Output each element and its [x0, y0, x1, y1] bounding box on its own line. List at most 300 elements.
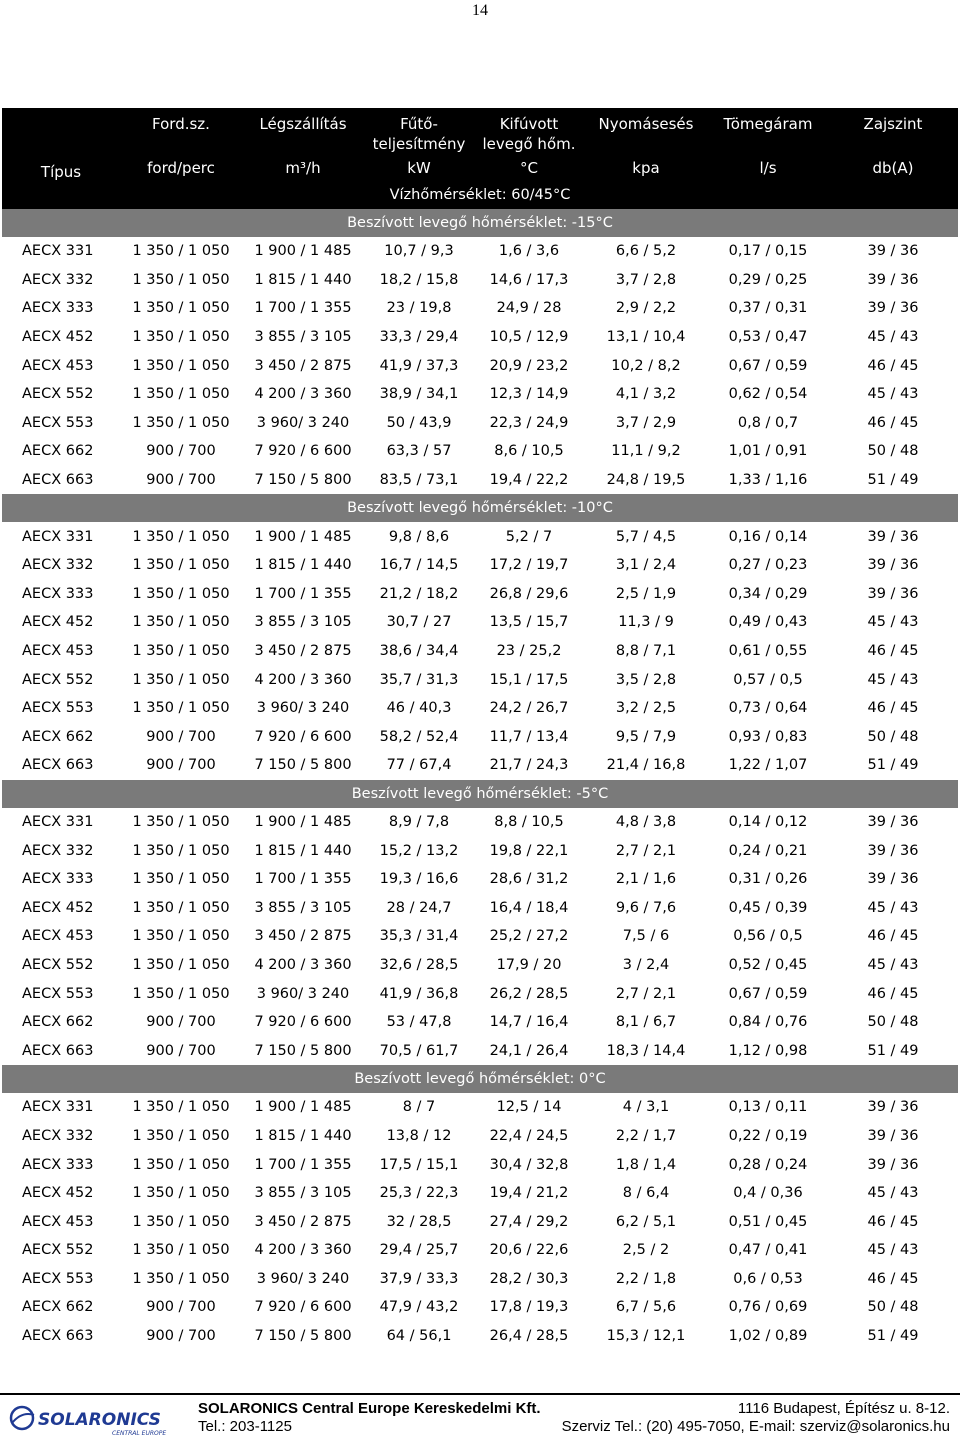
- table-cell: 900 / 700: [146, 443, 216, 460]
- table-cell: 30,7 / 27: [386, 614, 452, 631]
- table-cell: 2,7 / 2,1: [615, 985, 677, 1002]
- table-cell: 46 / 45: [867, 1213, 919, 1230]
- table-cell: 2,9 / 2,2: [615, 300, 677, 317]
- table-cell: 2,5 / 2: [622, 1242, 670, 1259]
- table-cell: 46 / 45: [867, 928, 919, 945]
- table-cell: 39 / 36: [867, 528, 919, 545]
- table-cell: 3,1 / 2,4: [615, 557, 677, 574]
- table-cell: 23 / 25,2: [496, 643, 562, 660]
- table-row: [2, 951, 958, 980]
- cell-type: AECX 552: [22, 671, 94, 688]
- table-cell: 39 / 36: [867, 813, 919, 830]
- table-cell: 10,5 / 12,9: [489, 329, 569, 346]
- cell-type: AECX 331: [22, 528, 94, 545]
- table-cell: 1 350 / 1 050: [132, 956, 230, 973]
- table-cell: 45 / 43: [867, 614, 919, 631]
- table-cell: 17,2 / 19,7: [489, 557, 569, 574]
- table-row: [2, 751, 958, 780]
- cell-type: AECX 333: [22, 300, 94, 317]
- table-cell: 18,3 / 14,4: [606, 1042, 686, 1059]
- water-temp-band: Vízhőmérséklet: 60/45°C: [2, 181, 958, 209]
- table-cell: 39 / 36: [867, 1127, 919, 1144]
- table-cell: 12,3 / 14,9: [489, 386, 569, 403]
- table-cell: 3,7 / 2,9: [615, 414, 677, 431]
- table-cell: 70,5 / 61,7: [379, 1042, 459, 1059]
- spec-table-wrapper: [2, 108, 958, 1350]
- table-cell: 21,2 / 18,2: [379, 585, 459, 602]
- table-row: [2, 1036, 958, 1065]
- section-header: [2, 780, 958, 808]
- table-cell: 11,7 / 13,4: [489, 728, 569, 745]
- table-cell: 1 350 / 1 050: [132, 386, 230, 403]
- table-cell: 11,1 / 9,2: [611, 443, 681, 460]
- table-body: [2, 209, 958, 1350]
- table-cell: 46 / 45: [867, 414, 919, 431]
- table-row: [2, 1207, 958, 1236]
- table-cell: 1,8 / 1,4: [615, 1156, 677, 1173]
- table-cell: 1 350 / 1 050: [132, 1242, 230, 1259]
- table-cell: 0,51 / 0,45: [728, 1213, 808, 1230]
- cell-type: AECX 453: [22, 1213, 94, 1230]
- table-cell: 15,1 / 17,5: [489, 671, 569, 688]
- section-title: Beszívott levegő hőmérséklet: -15°C: [2, 209, 958, 237]
- table-cell: 900 / 700: [146, 1299, 216, 1316]
- cell-type: AECX 452: [22, 1185, 94, 1202]
- table-cell: 10,7 / 9,3: [384, 243, 454, 260]
- table-cell: 900 / 700: [146, 1328, 216, 1345]
- table-cell: 0,67 / 0,59: [728, 357, 808, 374]
- table-cell: 13,5 / 15,7: [489, 614, 569, 631]
- table-cell: 1 350 / 1 050: [132, 899, 230, 916]
- table-cell: 1 700 / 1 355: [254, 585, 352, 602]
- table-row: [2, 1293, 958, 1322]
- table-row: [2, 836, 958, 865]
- header-heating: Fűtő-: [364, 108, 474, 133]
- cell-type: AECX 552: [22, 1242, 94, 1259]
- table-cell: 8,9 / 7,8: [388, 813, 450, 830]
- table-cell: 39 / 36: [867, 1156, 919, 1173]
- table-cell: 24,2 / 26,7: [489, 700, 569, 717]
- table-cell: 11,3 / 9: [618, 614, 674, 631]
- table-cell: 4,1 / 3,2: [615, 386, 677, 403]
- table-cell: 50 / 48: [867, 1299, 919, 1316]
- table-cell: 83,5 / 73,1: [379, 472, 459, 489]
- table-cell: 19,3 / 16,6: [379, 871, 459, 888]
- cell-type: AECX 452: [22, 329, 94, 346]
- table-cell: 1 700 / 1 355: [254, 871, 352, 888]
- table-cell: 3 855 / 3 105: [254, 614, 352, 631]
- table-cell: 1 350 / 1 050: [132, 414, 230, 431]
- table-cell: 0,34 / 0,29: [728, 585, 808, 602]
- table-cell: 9,5 / 7,9: [615, 728, 677, 745]
- table-cell: 51 / 49: [867, 1042, 919, 1059]
- table-cell: 28,2 / 30,3: [489, 1270, 569, 1287]
- table-cell: 39 / 36: [867, 585, 919, 602]
- table-cell: 26,4 / 28,5: [489, 1328, 569, 1345]
- unit-rpm: ford/perc: [120, 155, 242, 181]
- unit-heating: kW: [364, 155, 474, 181]
- table-row: [2, 922, 958, 951]
- table-cell: 46 / 45: [867, 357, 919, 374]
- table-cell: 45 / 43: [867, 386, 919, 403]
- header-noise: Zajszint: [828, 108, 958, 133]
- page-number: 14: [472, 2, 488, 19]
- table-cell: 1 350 / 1 050: [132, 671, 230, 688]
- section-title: Beszívott levegő hőmérséklet: 0°C: [2, 1065, 958, 1093]
- table-row: [2, 294, 958, 323]
- table-cell: 12,5 / 14: [496, 1099, 562, 1116]
- table-cell: 17,5 / 15,1: [379, 1156, 459, 1173]
- table-row: [2, 323, 958, 352]
- cell-type: AECX 662: [22, 443, 94, 460]
- table-cell: 1 900 / 1 485: [254, 1099, 352, 1116]
- table-cell: 1 350 / 1 050: [132, 842, 230, 859]
- table-cell: 1,22 / 1,07: [728, 757, 808, 774]
- table-cell: 8,6 / 10,5: [494, 443, 564, 460]
- table-cell: 0,28 / 0,24: [728, 1156, 808, 1173]
- cell-type: AECX 663: [22, 1328, 94, 1345]
- table-cell: 2,2 / 1,7: [615, 1127, 677, 1144]
- table-cell: 1 350 / 1 050: [132, 271, 230, 288]
- table-cell: 27,4 / 29,2: [489, 1213, 569, 1230]
- table-cell: 39 / 36: [867, 1099, 919, 1116]
- table-cell: 28 / 24,7: [386, 899, 452, 916]
- table-cell: 0,6 / 0,53: [733, 1270, 803, 1287]
- cell-type: AECX 662: [22, 1014, 94, 1031]
- table-cell: 1 900 / 1 485: [254, 528, 352, 545]
- footer-service: Szerviz Tel.: (20) 495-7050, E-mail: szerviz@solaronics.hu: [561, 1418, 950, 1435]
- table-row: [2, 1265, 958, 1294]
- table-cell: 1 815 / 1 440: [254, 842, 352, 859]
- table-cell: 29,4 / 25,7: [379, 1242, 459, 1259]
- table-cell: 0,93 / 0,83: [728, 728, 808, 745]
- table-cell: 8 / 7: [402, 1099, 436, 1116]
- table-cell: 3 855 / 3 105: [254, 899, 352, 916]
- table-cell: 1 900 / 1 485: [254, 243, 352, 260]
- table-cell: 1 350 / 1 050: [132, 243, 230, 260]
- table-cell: 13,8 / 12: [386, 1127, 452, 1144]
- header2-outlet-temp: levegő hőm.: [474, 133, 584, 155]
- table-cell: 39 / 36: [867, 871, 919, 888]
- unit-pressure-drop: kpa: [584, 155, 708, 181]
- table-cell: 1 350 / 1 050: [132, 1099, 230, 1116]
- table-cell: 7 150 / 5 800: [254, 472, 352, 489]
- table-cell: 47,9 / 43,2: [379, 1299, 459, 1316]
- header-outlet-temp: Kifúvott: [474, 108, 584, 133]
- table-cell: 1 700 / 1 355: [254, 1156, 352, 1173]
- table-cell: 1 350 / 1 050: [132, 813, 230, 830]
- table-cell: 17,9 / 20: [496, 956, 562, 973]
- table-cell: 900 / 700: [146, 1014, 216, 1031]
- table-cell: 9,6 / 7,6: [615, 899, 677, 916]
- table-row: [2, 351, 958, 380]
- table-cell: 1,12 / 0,98: [728, 1042, 808, 1059]
- footer-divider: [0, 1393, 960, 1395]
- table-cell: 33,3 / 29,4: [379, 329, 459, 346]
- table-cell: 25,3 / 22,3: [379, 1185, 459, 1202]
- table-cell: 6,7 / 5,6: [615, 1299, 677, 1316]
- table-cell: 900 / 700: [146, 472, 216, 489]
- table-cell: 0,17 / 0,15: [728, 243, 808, 260]
- table-cell: 0,57 / 0,5: [733, 671, 803, 688]
- cell-type: AECX 553: [22, 414, 94, 431]
- table-cell: 38,6 / 34,4: [379, 643, 459, 660]
- header2-heating: teljesítmény: [364, 133, 474, 155]
- table-cell: 1 350 / 1 050: [132, 557, 230, 574]
- table-cell: 3 855 / 3 105: [254, 1185, 352, 1202]
- table-cell: 8,8 / 7,1: [615, 643, 677, 660]
- table-cell: 8 / 6,4: [622, 1185, 670, 1202]
- table-cell: 6,2 / 5,1: [615, 1213, 677, 1230]
- cell-type: AECX 333: [22, 1156, 94, 1173]
- table-cell: 3 450 / 2 875: [254, 928, 352, 945]
- table-cell: 0,73 / 0,64: [728, 700, 808, 717]
- section-header: [2, 1065, 958, 1093]
- table-cell: 4 200 / 3 360: [254, 1242, 352, 1259]
- unit-airflow: m³/h: [242, 155, 364, 181]
- table-row: [2, 1322, 958, 1351]
- table-cell: 20,9 / 23,2: [489, 357, 569, 374]
- header-airflow: Légszállítás: [242, 108, 364, 133]
- table-cell: 41,9 / 36,8: [379, 985, 459, 1002]
- table-cell: 1 815 / 1 440: [254, 1127, 352, 1144]
- table-cell: 3,2 / 2,5: [615, 700, 677, 717]
- section-title: Beszívott levegő hőmérséklet: -10°C: [2, 494, 958, 522]
- table-cell: 1 815 / 1 440: [254, 557, 352, 574]
- table-cell: 1 350 / 1 050: [132, 1213, 230, 1230]
- table-row: [2, 409, 958, 438]
- table-cell: 7 920 / 6 600: [254, 1299, 352, 1316]
- header-mass-flow: Tömegáram: [708, 108, 828, 133]
- table-cell: 21,7 / 24,3: [489, 757, 569, 774]
- table-row: [2, 522, 958, 551]
- table-cell: 0,14 / 0,12: [728, 813, 808, 830]
- header-type: Típus: [2, 108, 120, 181]
- table-cell: 63,3 / 57: [386, 443, 452, 460]
- cell-type: AECX 553: [22, 985, 94, 1002]
- section-title: Beszívott levegő hőmérséklet: -5°C: [2, 780, 958, 808]
- cell-type: AECX 331: [22, 813, 94, 830]
- table-cell: 51 / 49: [867, 1328, 919, 1345]
- table-cell: 45 / 43: [867, 1242, 919, 1259]
- table-cell: 1 350 / 1 050: [132, 357, 230, 374]
- table-cell: 1 350 / 1 050: [132, 585, 230, 602]
- table-cell: 4 200 / 3 360: [254, 956, 352, 973]
- table-cell: 64 / 56,1: [386, 1328, 452, 1345]
- table-cell: 1 900 / 1 485: [254, 813, 352, 830]
- cell-type: AECX 452: [22, 899, 94, 916]
- table-cell: 3 960/ 3 240: [256, 414, 350, 431]
- table-row: [2, 266, 958, 295]
- section-header: [2, 494, 958, 522]
- table-cell: 45 / 43: [867, 956, 919, 973]
- table-cell: 51 / 49: [867, 472, 919, 489]
- table-row: [2, 723, 958, 752]
- table-cell: 1 350 / 1 050: [132, 928, 230, 945]
- header2-mass-flow: [708, 133, 828, 155]
- table-cell: 1 350 / 1 050: [132, 528, 230, 545]
- table-cell: 50 / 43,9: [386, 414, 452, 431]
- table-cell: 19,4 / 22,2: [489, 472, 569, 489]
- table-cell: 8,1 / 6,7: [615, 1014, 677, 1031]
- table-cell: 2,5 / 1,9: [615, 585, 677, 602]
- table-cell: 0,29 / 0,25: [728, 271, 808, 288]
- table-row: [2, 865, 958, 894]
- table-cell: 45 / 43: [867, 899, 919, 916]
- table-row: [2, 665, 958, 694]
- cell-type: AECX 453: [22, 643, 94, 660]
- table-cell: 2,7 / 2,1: [615, 842, 677, 859]
- cell-type: AECX 663: [22, 757, 94, 774]
- table-cell: 4 200 / 3 360: [254, 671, 352, 688]
- table-cell: 25,2 / 27,2: [489, 928, 569, 945]
- table-header: [2, 108, 958, 209]
- table-cell: 46 / 40,3: [386, 700, 452, 717]
- cell-type: AECX 332: [22, 557, 94, 574]
- table-cell: 77 / 67,4: [386, 757, 452, 774]
- table-cell: 22,4 / 24,5: [489, 1127, 569, 1144]
- cell-type: AECX 453: [22, 928, 94, 945]
- table-cell: 51 / 49: [867, 757, 919, 774]
- table-cell: 14,6 / 17,3: [489, 271, 569, 288]
- table-cell: 19,8 / 22,1: [489, 842, 569, 859]
- table-cell: 23 / 19,8: [386, 300, 452, 317]
- table-row: [2, 893, 958, 922]
- table-cell: 0,27 / 0,23: [728, 557, 808, 574]
- footer-company: SOLARONICS Central Europe Kereskedelmi Kft.: [198, 1400, 541, 1417]
- cell-type: AECX 332: [22, 1127, 94, 1144]
- table-cell: 900 / 700: [146, 728, 216, 745]
- cell-type: AECX 553: [22, 700, 94, 717]
- table-cell: 7 920 / 6 600: [254, 728, 352, 745]
- table-cell: 41,9 / 37,3: [379, 357, 459, 374]
- header2-rpm: [120, 133, 242, 155]
- table-cell: 3 450 / 2 875: [254, 1213, 352, 1230]
- table-row: [2, 1093, 958, 1122]
- table-row: [2, 1122, 958, 1151]
- table-cell: 46 / 45: [867, 985, 919, 1002]
- table-cell: 26,8 / 29,6: [489, 585, 569, 602]
- table-cell: 46 / 45: [867, 1270, 919, 1287]
- table-cell: 3 450 / 2 875: [254, 357, 352, 374]
- table-cell: 32,6 / 28,5: [379, 956, 459, 973]
- table-cell: 0,49 / 0,43: [728, 614, 808, 631]
- table-cell: 3 450 / 2 875: [254, 643, 352, 660]
- header2-noise: [828, 133, 958, 155]
- cell-type: AECX 333: [22, 585, 94, 602]
- table-cell: 0,56 / 0,5: [733, 928, 803, 945]
- table-cell: 38,9 / 34,1: [379, 386, 459, 403]
- table-cell: 1,33 / 1,16: [728, 472, 808, 489]
- logo-subtext: CENTRAL EUROPE: [112, 1430, 167, 1437]
- table-cell: 39 / 36: [867, 243, 919, 260]
- table-cell: 0,67 / 0,59: [728, 985, 808, 1002]
- table-row: [2, 1179, 958, 1208]
- table-cell: 2,2 / 1,8: [615, 1270, 677, 1287]
- table-cell: 0,53 / 0,47: [728, 329, 808, 346]
- table-cell: 1 350 / 1 050: [132, 700, 230, 717]
- table-cell: 39 / 36: [867, 300, 919, 317]
- table-cell: 1 700 / 1 355: [254, 300, 352, 317]
- table-cell: 50 / 48: [867, 1014, 919, 1031]
- unit-noise: db(A): [828, 155, 958, 181]
- table-cell: 50 / 48: [867, 443, 919, 460]
- table-cell: 1 350 / 1 050: [132, 614, 230, 631]
- table-row: [2, 551, 958, 580]
- table-cell: 3 960/ 3 240: [256, 1270, 350, 1287]
- table-cell: 7,5 / 6: [622, 928, 670, 945]
- table-cell: 46 / 45: [867, 643, 919, 660]
- cell-type: AECX 331: [22, 243, 94, 260]
- table-cell: 1 350 / 1 050: [132, 1185, 230, 1202]
- table-cell: 2,1 / 1,6: [615, 871, 677, 888]
- table-cell: 9,8 / 8,6: [388, 528, 450, 545]
- table-cell: 7 920 / 6 600: [254, 443, 352, 460]
- table-cell: 0,62 / 0,54: [728, 386, 808, 403]
- cell-type: AECX 332: [22, 842, 94, 859]
- table-cell: 900 / 700: [146, 1042, 216, 1059]
- table-cell: 0,84 / 0,76: [728, 1014, 808, 1031]
- table-cell: 26,2 / 28,5: [489, 985, 569, 1002]
- table-cell: 7 150 / 5 800: [254, 757, 352, 774]
- table-cell: 8,8 / 10,5: [494, 813, 564, 830]
- table-cell: 3,5 / 2,8: [615, 671, 677, 688]
- table-cell: 1 350 / 1 050: [132, 1270, 230, 1287]
- table-cell: 0,61 / 0,55: [728, 643, 808, 660]
- header2-pressure-drop: [584, 133, 708, 155]
- table-row: [2, 380, 958, 409]
- table-cell: 7 920 / 6 600: [254, 1014, 352, 1031]
- cell-type: AECX 552: [22, 956, 94, 973]
- cell-type: AECX 552: [22, 386, 94, 403]
- table-cell: 3 855 / 3 105: [254, 329, 352, 346]
- table-row: [2, 1236, 958, 1265]
- header2-airflow: [242, 133, 364, 155]
- cell-type: AECX 453: [22, 357, 94, 374]
- table-cell: 1 350 / 1 050: [132, 1156, 230, 1173]
- table-cell: 1 350 / 1 050: [132, 643, 230, 660]
- table-cell: 32 / 28,5: [386, 1213, 452, 1230]
- table-cell: 0,76 / 0,69: [728, 1299, 808, 1316]
- table-cell: 0,31 / 0,26: [728, 871, 808, 888]
- table-cell: 1 350 / 1 050: [132, 1127, 230, 1144]
- table-cell: 15,2 / 13,2: [379, 842, 459, 859]
- footer-address: 1116 Budapest, Építész u. 8-12.: [737, 1400, 950, 1417]
- table-cell: 13,1 / 10,4: [606, 329, 686, 346]
- table-cell: 35,3 / 31,4: [379, 928, 459, 945]
- table-cell: 16,7 / 14,5: [379, 557, 459, 574]
- cell-type: AECX 331: [22, 1099, 94, 1116]
- table-cell: 0,16 / 0,14: [728, 528, 808, 545]
- table-cell: 0,22 / 0,19: [728, 1127, 808, 1144]
- table-cell: 0,4 / 0,36: [733, 1185, 803, 1202]
- table-cell: 1,6 / 3,6: [498, 243, 560, 260]
- table-row: [2, 637, 958, 666]
- table-cell: 1 350 / 1 050: [132, 300, 230, 317]
- table-row: [2, 979, 958, 1008]
- table-cell: 3,7 / 2,8: [615, 271, 677, 288]
- table-cell: 17,8 / 19,3: [489, 1299, 569, 1316]
- table-row: [2, 1150, 958, 1179]
- table-cell: 14,7 / 16,4: [489, 1014, 569, 1031]
- table-row: [2, 608, 958, 637]
- table-cell: 22,3 / 24,9: [489, 414, 569, 431]
- table-cell: 0,8 / 0,7: [737, 414, 799, 431]
- table-cell: 0,13 / 0,11: [728, 1099, 808, 1116]
- table-cell: 45 / 43: [867, 1185, 919, 1202]
- cell-type: AECX 452: [22, 614, 94, 631]
- spec-table: [2, 108, 958, 1350]
